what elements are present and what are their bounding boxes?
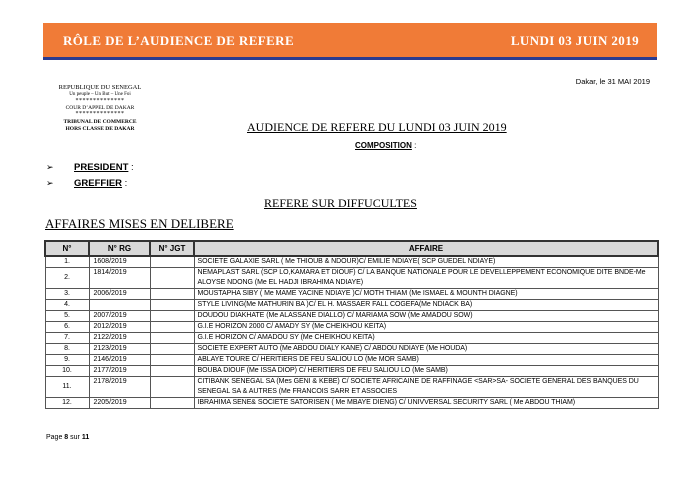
bullet-arrow-icon: ➢ xyxy=(46,162,54,172)
president-label: PRESIDENT xyxy=(74,162,129,173)
cell-rg: 2146/2019 xyxy=(89,355,150,366)
cell-rg xyxy=(89,300,150,311)
cell-jgt xyxy=(150,333,194,344)
cell-number: 2. xyxy=(45,268,89,289)
cell-number: 3. xyxy=(45,289,89,300)
table-row xyxy=(45,322,658,333)
table-row xyxy=(45,398,658,409)
table-row xyxy=(45,289,658,300)
cell-affaire: STYLE LIVING(Me MATHURIN BA )C/ EL H. MASSAER FALL COGEFA(Me NDIACK BA) xyxy=(194,300,658,311)
table-row xyxy=(45,344,658,355)
bullet-arrow-icon: ➢ xyxy=(46,178,54,188)
cell-affaire: NEMAPLAST SARL (SCP LO,KAMARA ET DIOUF) C/ LA BANQUE NATIONALE POUR LE DEVELLEPPEMENT ECONOMIQUE DITE BNDE-Me ALOYSE NDONG (Me EL HADJI IBRAHIMA NDIAYE) xyxy=(194,268,658,289)
cell-affaire: SOCIETE GALAXIE SARL ( Me THIOUB & NDOUR)C/ EMILIE NDIAYE( SCP GUEDEL NDIAYE) xyxy=(194,256,658,268)
role-greffier xyxy=(46,178,127,189)
cell-jgt xyxy=(150,256,194,268)
president-suffix: : xyxy=(128,162,134,173)
cell-jgt xyxy=(150,398,194,409)
cell-jgt xyxy=(150,344,194,355)
cell-jgt xyxy=(150,322,194,333)
cell-affaire: ABLAYE TOURE C/ HERITIERS DE FEU SALIOU LO (Me MOR SAMB) xyxy=(194,355,658,366)
cell-jgt xyxy=(150,355,194,366)
cell-number: 6. xyxy=(45,322,89,333)
composition-label: COMPOSITION xyxy=(355,141,412,150)
table-row xyxy=(45,377,658,398)
cell-affaire: CITIBANK SENEGAL SA (Mes GENI & KEBE) C/ SOCIETE AFRICAINE DE RAFFINAGE <SAR>SA- SOCIETE GENERAL DES BANQUES DU SENEGAL SA & AUTRES (Me FRANCOIS SARR ET ASSOCIES xyxy=(194,377,658,398)
cell-rg: 2177/2019 xyxy=(89,366,150,377)
cell-number: 5. xyxy=(45,311,89,322)
cell-rg: 2007/2019 xyxy=(89,311,150,322)
header-jgt: N° JGT xyxy=(150,241,194,256)
header-affaire: AFFAIRE xyxy=(194,241,658,256)
cell-affaire: BOUBA DIOUF (Me ISSA DIOP) C/ HERITIERS DE FEU SALIOU LO (Me SAMB) xyxy=(194,366,658,377)
cases-table xyxy=(44,240,659,409)
cell-number: 9. xyxy=(45,355,89,366)
separator-stars: ************** xyxy=(75,97,125,104)
role-president xyxy=(46,162,134,173)
cell-jgt xyxy=(150,300,194,311)
separator-stars: ************** xyxy=(75,111,125,118)
header-banner xyxy=(43,23,657,57)
cell-number: 7. xyxy=(45,333,89,344)
footer-page-label: Page xyxy=(46,434,65,441)
cell-affaire: IBRAHIMA SENE& SOCIETE SATORISEN ( Me MBAYE DIENG) C/ UNIVVERSAL SECURITY SARL ( Me ABDOU THIAM) xyxy=(194,398,658,409)
country-motto: Un peuple – Un But – Une Foi xyxy=(69,91,131,97)
cell-rg: 2123/2019 xyxy=(89,344,150,355)
greffier-suffix: : xyxy=(122,178,128,189)
affaires-title: AFFAIRES MISES EN DELIBERE xyxy=(45,216,234,231)
composition-suffix: : xyxy=(411,141,417,150)
hearing-title: AUDIENCE DE REFERE DU LUNDI 03 JUIN 2019 xyxy=(247,120,507,134)
page-footer xyxy=(46,434,89,441)
header-number: N° xyxy=(45,241,89,256)
table-header-row xyxy=(45,241,658,256)
table-row xyxy=(45,268,658,289)
country-name: REPUBLIQUE DU SENEGAL xyxy=(58,84,142,91)
cell-affaire: MOUSTAPHA SIBY ( Me MAME YACINE NDIAYE )C/ MOTH THIAM (Me ISMAEL & MOUNTH DIAGNE) xyxy=(194,289,658,300)
footer-sur: sur xyxy=(68,434,82,441)
cell-jgt xyxy=(150,366,194,377)
banner-date: LUNDI 03 JUIN 2019 xyxy=(510,33,639,48)
cell-jgt xyxy=(150,311,194,322)
header-rg: N° RG xyxy=(89,241,150,256)
republic-header xyxy=(48,84,152,132)
cell-affaire: SOCIETE EXPERT AUTO (Me ABDOU DIALY KANE) C/ ABDOU NDIAYE (Me HOUDA) xyxy=(194,344,658,355)
table-row xyxy=(45,300,658,311)
cell-affaire: G.I.E HORIZON 2000 C/ AMADY SY (Me CHEIKHOU KEITA) xyxy=(194,322,658,333)
cell-number: 11. xyxy=(45,377,89,398)
footer-page-total: 11 xyxy=(81,434,90,441)
cell-number: 10. xyxy=(45,366,89,377)
cell-rg: 2006/2019 xyxy=(89,289,150,300)
cell-rg: 2122/2019 xyxy=(89,333,150,344)
table-row xyxy=(45,366,658,377)
cell-rg: 2178/2019 xyxy=(89,377,150,398)
table-row xyxy=(45,333,658,344)
cell-number: 12. xyxy=(45,398,89,409)
cell-rg: 2205/2019 xyxy=(89,398,150,409)
cell-rg: 1814/2019 xyxy=(89,268,150,289)
table-row xyxy=(45,256,658,268)
cell-affaire: G.I.E HORIZON C/ AMADOU SY (Me CHEIKHOU KEITA) xyxy=(194,333,658,344)
cell-number: 1. xyxy=(45,256,89,268)
tribunal-name: TRIBUNAL DE COMMERCE xyxy=(63,119,137,126)
cell-rg: 2012/2019 xyxy=(89,322,150,333)
cell-jgt xyxy=(150,289,194,300)
cell-rg: 1608/2019 xyxy=(89,256,150,268)
cell-jgt xyxy=(150,268,194,289)
cell-number: 4. xyxy=(45,300,89,311)
table-row xyxy=(45,311,658,322)
dateline: Dakar, le 31 MAI 2019 xyxy=(575,77,650,86)
table-row xyxy=(45,355,658,366)
greffier-label: GREFFIER xyxy=(74,178,123,189)
composition-heading xyxy=(355,141,416,150)
cell-jgt xyxy=(150,377,194,398)
tribunal-class: HORS CLASSE DE DAKAR xyxy=(65,125,135,132)
cell-affaire: DOUDOU DIAKHATE (Me ALASSANE DIALLO) C/ MARIAMA SOW (Me AMADOU SOW) xyxy=(194,311,658,322)
section-title: REFERE SUR DIFFUCULTES xyxy=(264,196,417,210)
banner-title: RÔLE DE L’AUDIENCE DE REFERE xyxy=(63,33,295,48)
court-name: COUR D’APPEL DE DAKAR xyxy=(65,104,135,111)
cell-number: 8. xyxy=(45,344,89,355)
footer-page-number: 8 xyxy=(64,434,69,441)
